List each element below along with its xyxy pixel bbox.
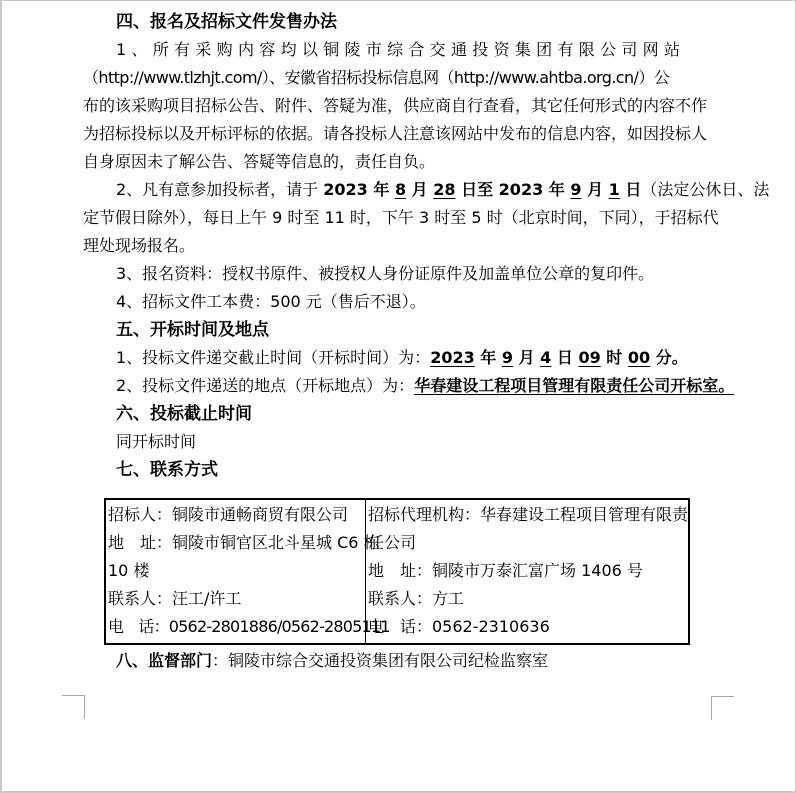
heading-section-4: 四、报名及招标文件发售办法	[116, 12, 337, 32]
datetime-run: 月	[513, 348, 541, 367]
agency-contact-row: 联系人：方工	[368, 589, 465, 608]
bidder-phone-row: 电 话：0562-2801886/0562-2805111	[108, 617, 390, 636]
para-6: 同开标时间	[116, 432, 197, 451]
date-run-underlined: 8	[394, 180, 407, 199]
contact-table	[104, 498, 690, 645]
datetime-run-underlined: 4	[540, 348, 552, 367]
datetime-run: 日	[551, 348, 579, 367]
text-run: 1、投标文件递交截止时间（开标时间）为：	[116, 348, 431, 367]
para-1-line-3: 布的该采购项目招标公告、附件、答疑为准，供应商自行查看，其它任何形式的内容不作	[83, 96, 708, 115]
heading-section-6: 六、投标截止时间	[116, 404, 252, 424]
date-run-underlined: 1	[608, 180, 620, 199]
date-run: 日	[619, 180, 642, 199]
para-1-line-5: 自身原因未了解公告、答疑等信息的，责任自负。	[83, 152, 436, 171]
heading-section-8-run: 八、监督部门	[116, 651, 213, 670]
bidder-address-row-2: 10 楼	[108, 561, 150, 580]
heading-section-5: 五、开标时间及地点	[116, 320, 269, 340]
datetime-run-underlined: 09	[578, 348, 601, 367]
datetime-run: 分。	[650, 348, 688, 367]
para-5-line-1	[83, 344, 713, 372]
date-run: 月	[581, 180, 609, 199]
para-2-line-2: 定节假日除外），每日上午 9 时至 11 时，下午 3 时至 5 时（北京时间，下同），于招标代	[83, 208, 719, 227]
text-run: 2、凡有意参加投标者，请于	[116, 180, 324, 199]
date-run: 日至 2023 年	[455, 180, 571, 199]
datetime-run-underlined: 2023	[430, 348, 475, 367]
para-1-line-2: （http://www.tlzhjt.com/）、安徽省招标投标信息网（http://www.ahtba.org.cn/）公	[83, 68, 670, 87]
contact-table-agency-cell	[366, 500, 688, 643]
heading-section-7: 七、联系方式	[116, 460, 218, 480]
agency-address-row: 地 址：铜陵市万泰汇富广场 1406 号	[368, 561, 643, 580]
date-run-underlined: 28	[433, 180, 456, 199]
para-1-line-4: 为招标投标以及开标评标的依据。请各投标人注意该网站中发布的信息内容，如因投标人	[83, 124, 708, 143]
para-2-line-3: 理处现场报名。	[83, 236, 196, 255]
page-margin-mark-left	[62, 695, 85, 719]
para-4: 4、招标文件工本费：500 元（售后不退）。	[116, 292, 426, 311]
text-run: ：铜陵市综合交通投资集团有限公司纪检监察室	[212, 651, 549, 670]
para-2-line-1	[83, 176, 770, 204]
document-body	[83, 8, 770, 675]
datetime-run-underlined: 9	[501, 348, 514, 367]
bidder-contact-row: 联系人：汪工/许工	[108, 589, 242, 608]
venue-run-underlined: 华春建设工程项目管理有限责任公司开标室。	[414, 376, 735, 395]
para-5-line-2	[83, 372, 735, 400]
page-margin-mark-right	[711, 696, 734, 720]
datetime-run-underlined: 00	[627, 348, 651, 367]
para-1-line-1: 1、所有采购内容均以铜陵市综合交通投资集团有限公司网站	[116, 40, 686, 59]
datetime-run: 年	[474, 348, 502, 367]
para-3: 3、报名资料：授权书原件、被授权人身份证原件及加盖单位公章的复印件。	[116, 264, 655, 283]
text-run: 2、投标文件递送的地点（开标地点）为：	[116, 376, 415, 395]
bidder-address-row-1: 地 址：铜陵市铜官区北斗星城 C6 栋	[108, 533, 380, 552]
para-8-supervision	[83, 647, 713, 675]
text-run: （法定公休日、法	[641, 180, 770, 199]
agency-phone-row: 电 话：0562-2310636	[368, 617, 550, 636]
agency-name-row-1: 招标代理机构：华春建设工程项目管理有限责	[368, 505, 689, 524]
datetime-run: 时	[600, 348, 628, 367]
agency-name-row-2: 任公司	[368, 533, 417, 552]
contact-table-bidder-cell	[106, 500, 390, 643]
date-run-underlined: 9	[570, 180, 582, 199]
date-run: 月	[406, 180, 434, 199]
bidder-name-row: 招标人：铜陵市通畅商贸有限公司	[108, 505, 349, 524]
date-run: 2023 年	[323, 180, 395, 199]
